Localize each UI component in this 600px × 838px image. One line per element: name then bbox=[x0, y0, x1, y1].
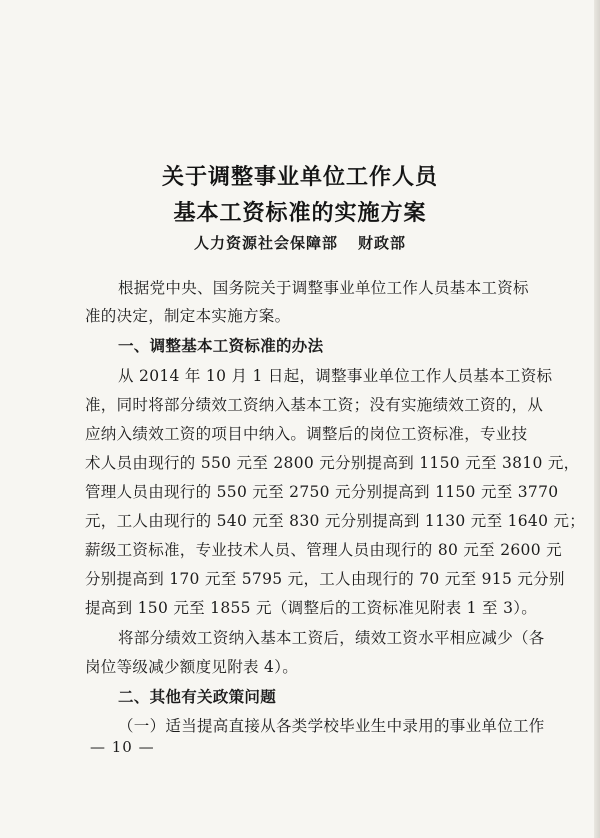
paragraph-line: 管理人员由现行的 550 元至 2750 元分别提高到 1150 元至 3770 bbox=[85, 483, 559, 501]
page-number: — 10 — bbox=[90, 738, 155, 756]
paragraph-line: 根据党中央、国务院关于调整事业单位工作人员基本工资标 bbox=[118, 279, 529, 297]
paragraph-line: （一）适当提高直接从各类学校毕业生中录用的事业单位工作 bbox=[118, 717, 545, 735]
section-heading-1: 一、调整基本工资标准的办法 bbox=[118, 337, 324, 355]
authority-mof: 财政部 bbox=[358, 234, 407, 252]
paragraph-line: 提高到 150 元至 1855 元（调整后的工资标准见附表 1 至 3）。 bbox=[85, 599, 538, 617]
paragraph-line: 岗位等级减少额度见附表 4）。 bbox=[85, 658, 299, 676]
paragraph-line: 准的决定，制定本实施方案。 bbox=[85, 307, 291, 325]
paragraph-line: 应纳入绩效工资的项目中纳入。调整后的岗位工资标准，专业技 bbox=[85, 425, 528, 443]
authority-hrss: 人力资源社会保障部 bbox=[193, 234, 338, 252]
paragraph-line: 元，工人由现行的 540 元至 830 元分别提高到 1130 元至 1640 元； bbox=[85, 512, 586, 530]
paragraph-line: 分别提高到 170 元至 5795 元，工人由现行的 70 元至 915 元分别 bbox=[85, 570, 565, 588]
page-edge bbox=[594, 0, 600, 838]
document-title-line2: 基本工资标准的实施方案 bbox=[173, 201, 427, 226]
paragraph-line: 术人员由现行的 550 元至 2800 元分别提高到 1150 元至 3810 元， bbox=[85, 454, 580, 472]
issuing-authorities bbox=[0, 232, 600, 253]
paragraph-line: 薪级工资标准，专业技术人员、管理人员由现行的 80 元至 2600 元 bbox=[85, 541, 562, 559]
paragraph-line: 从 2014 年 10 月 1 日起，调整事业单位工作人员基本工资标 bbox=[118, 367, 553, 385]
section-heading-2: 二、其他有关政策问题 bbox=[118, 688, 277, 706]
paragraph-line: 将部分绩效工资纳入基本工资后，绩效工资水平相应减少（各 bbox=[118, 629, 545, 647]
paragraph-line: 准，同时将部分绩效工资纳入基本工资；没有实施绩效工资的，从 bbox=[85, 396, 544, 414]
document-title-line1: 关于调整事业单位工作人员 bbox=[161, 165, 438, 190]
